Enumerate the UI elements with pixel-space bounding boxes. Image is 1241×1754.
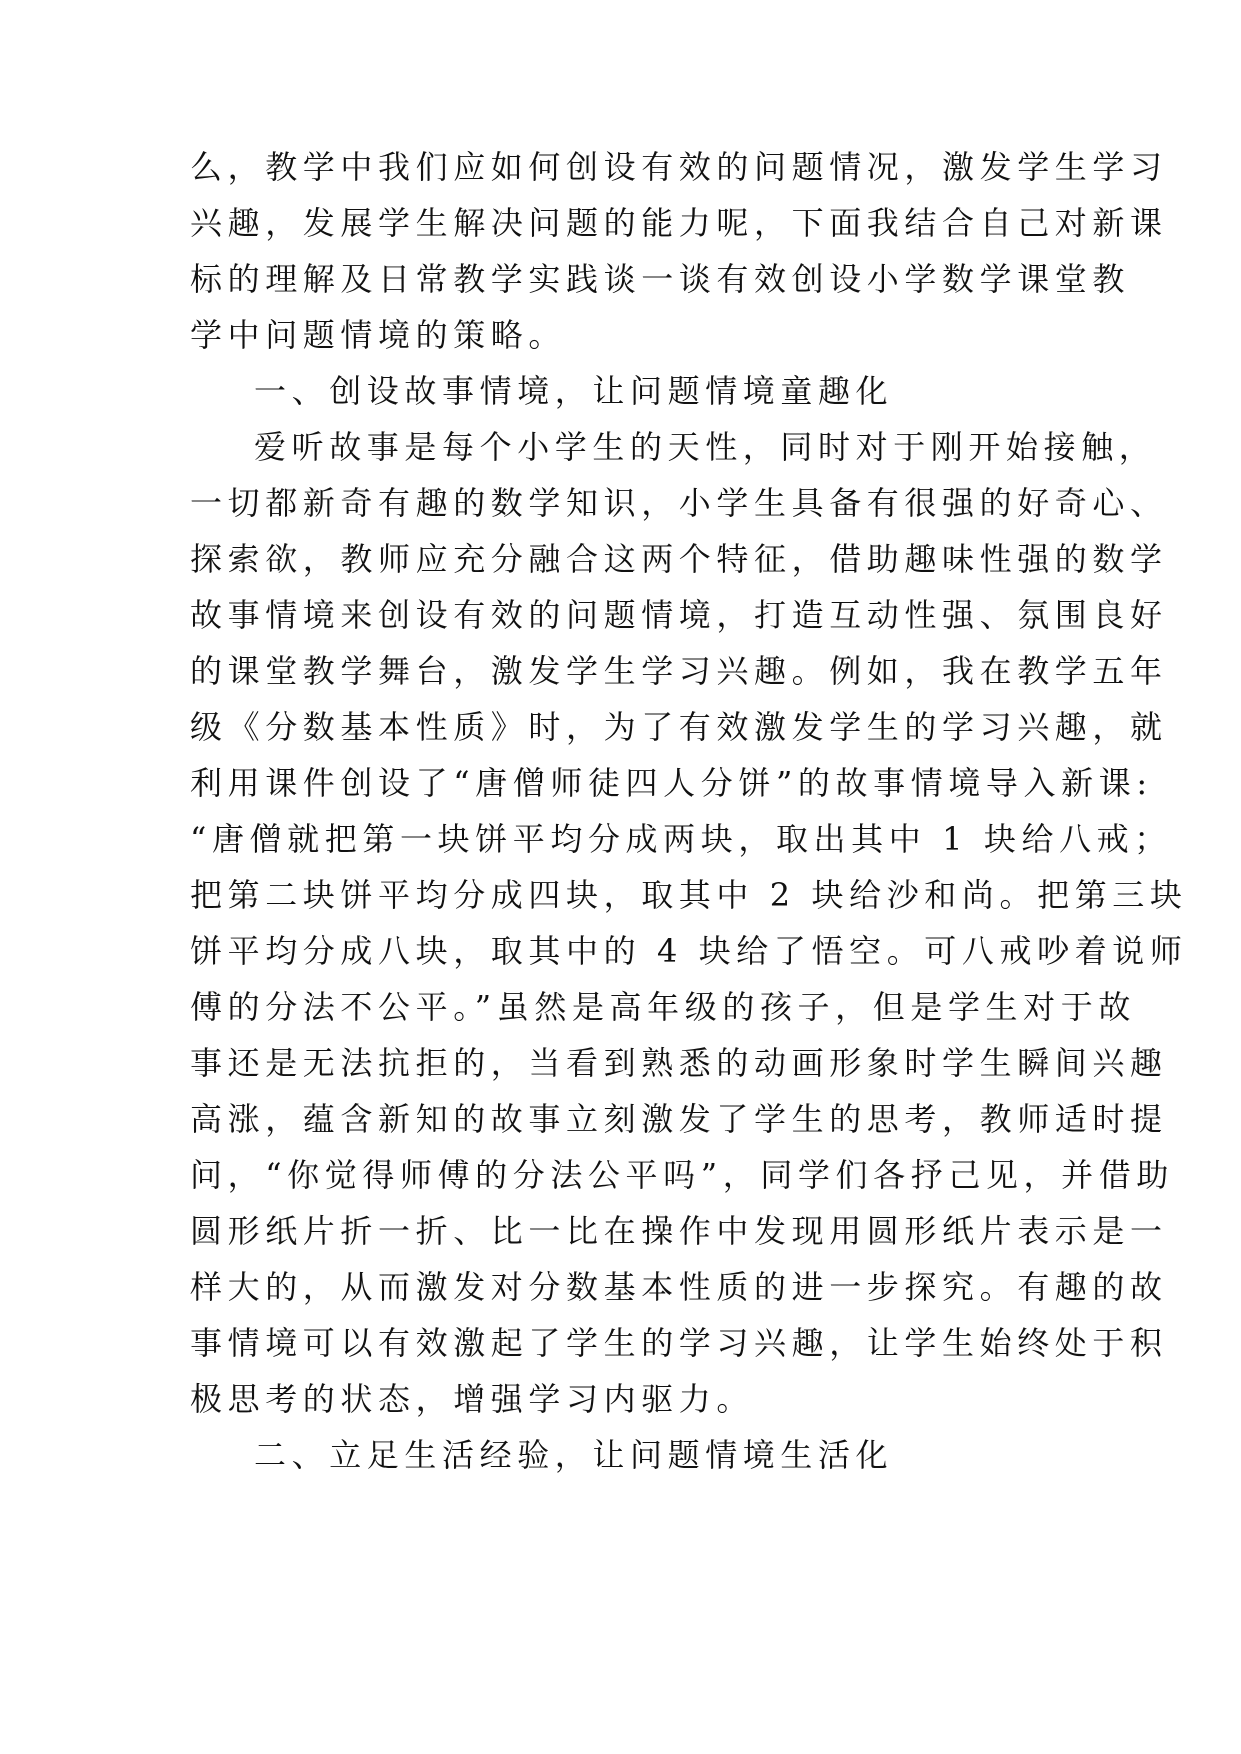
section-heading-2: 二、立足生活经验，让问题情境生活化 xyxy=(254,1436,894,1474)
text-line: 故事情境来创设有效的问题情境，打造互动性强、氛围良好 xyxy=(190,596,1168,634)
text-line: 爱听故事是每个小学生的天性，同时对于刚开始接触， xyxy=(254,428,1157,466)
text-line: 学中问题情境的策略。 xyxy=(190,316,567,354)
text-line: 一切都新奇有趣的数学知识，小学生具备有很强的好奇心、 xyxy=(190,484,1168,522)
text-line: 的课堂教学舞台，激发学生学习兴趣。例如，我在教学五年 xyxy=(190,652,1168,690)
text-line: “唐僧就把第一块饼平均分成两块，取出其中 1 块给八戒； xyxy=(190,820,1172,858)
text-line: 么，教学中我们应如何创设有效的问题情况，激发学生学习 xyxy=(190,148,1168,186)
text-line: 傅的分法不公平。”虽然是高年级的孩子，但是学生对于故 xyxy=(190,988,1136,1026)
text-line: 利用课件创设了“唐僧师徒四人分饼”的故事情境导入新课: xyxy=(190,764,1153,802)
text-line: 圆形纸片折一折、比一比在操作中发现用圆形纸片表示是一 xyxy=(190,1212,1168,1250)
text-line: 样大的，从而激发对分数基本性质的进一步探究。有趣的故 xyxy=(190,1268,1168,1306)
text-line: 高涨，蕴含新知的故事立刻激发了学生的思考，教师适时提 xyxy=(190,1100,1168,1138)
text-line: 极思考的状态，增强学习内驱力。 xyxy=(190,1380,755,1418)
text-line: 把第二块饼平均分成四块，取其中 2 块给沙和尚。把第三块 xyxy=(190,876,1188,914)
text-line: 问，“你觉得师傅的分法公平吗”，同学们各抒己见，并借助 xyxy=(190,1156,1174,1194)
text-line: 兴趣，发展学生解决问题的能力呢，下面我结合自己对新课 xyxy=(190,204,1168,242)
section-heading-1: 一、创设故事情境，让问题情境童趣化 xyxy=(254,372,894,410)
text-line: 探索欲，教师应充分融合这两个特征，借助趣味性强的数学 xyxy=(190,540,1168,578)
text-line: 饼平均分成八块，取其中的 4 块给了悟空。可八戒吵着说师 xyxy=(190,932,1188,970)
text-line: 事还是无法抗拒的，当看到熟悉的动画形象时学生瞬间兴趣 xyxy=(190,1044,1168,1082)
text-line: 级《分数基本性质》时，为了有效激发学生的学习兴趣，就 xyxy=(190,708,1168,746)
text-line: 事情境可以有效激起了学生的学习兴趣，让学生始终处于积 xyxy=(190,1324,1168,1362)
text-line: 标的理解及日常教学实践谈一谈有效创设小学数学课堂教 xyxy=(190,260,1131,298)
